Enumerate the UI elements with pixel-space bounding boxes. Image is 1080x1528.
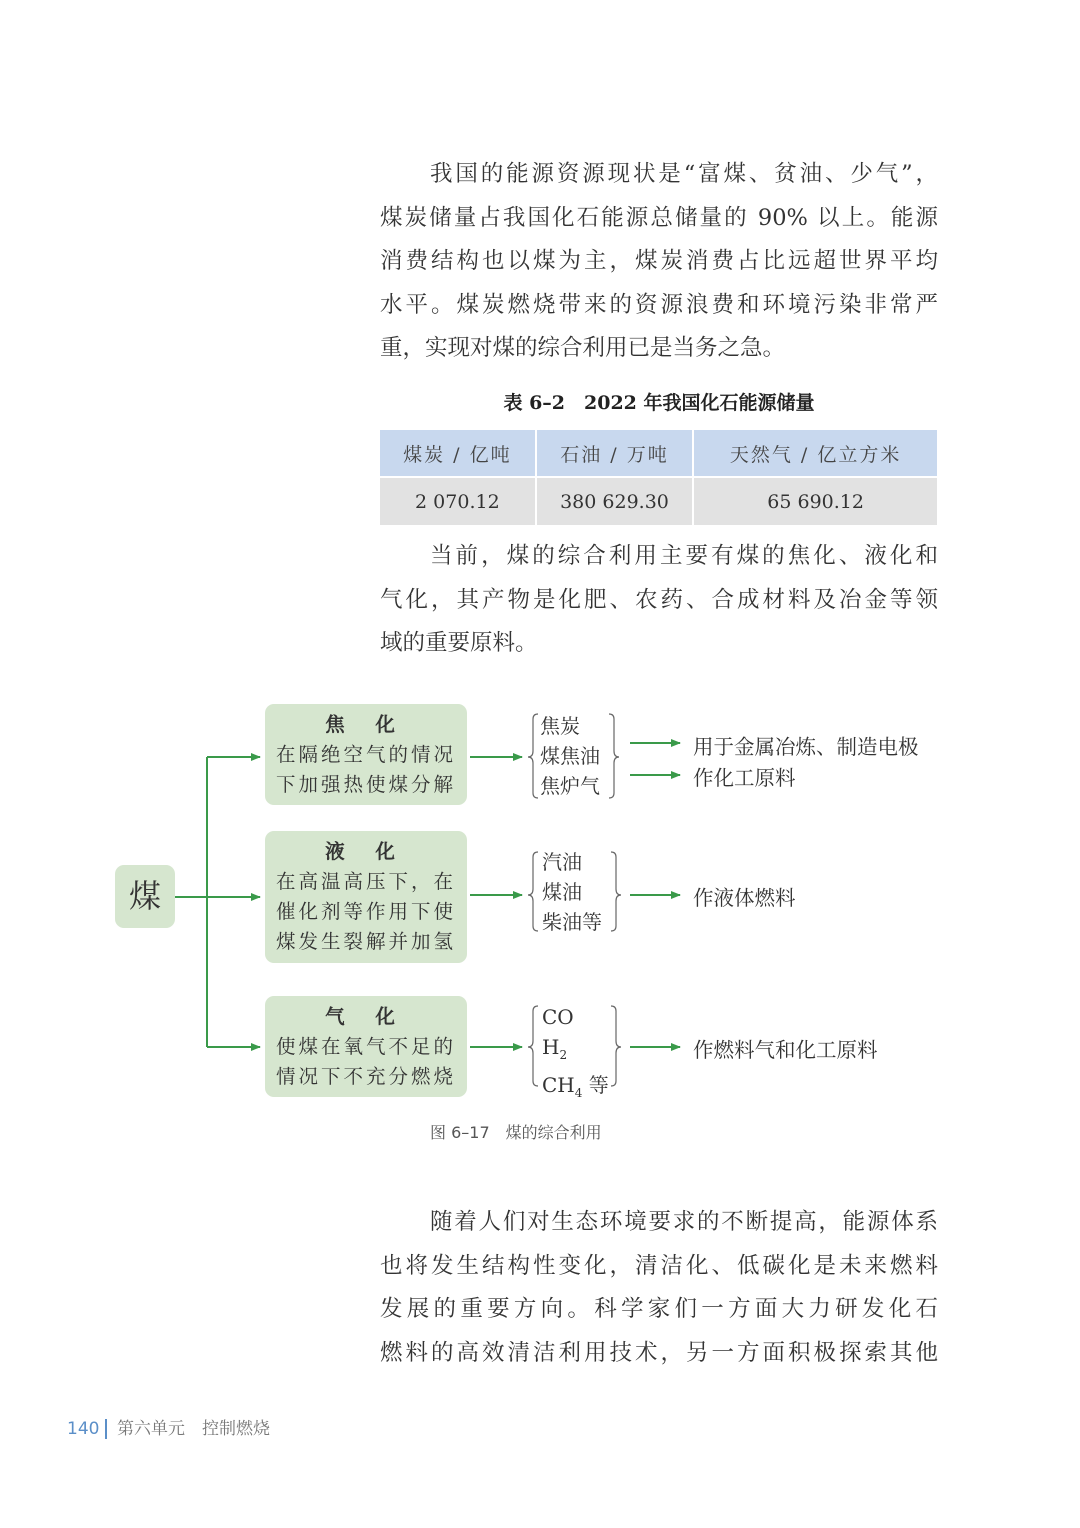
text-line: 发展的重要方向。科学家们一方面大力研发化石 [380,1296,938,1323]
unit-title: 第六单元 控制燃烧 [116,1419,270,1439]
use-label: 作液体燃料 [693,886,796,910]
coking-box [265,704,467,805]
gasification-box [265,996,467,1097]
liquefaction-title: 液 化 [325,840,407,863]
product: 柴油等 [542,910,602,934]
page-number: 140 [67,1419,100,1439]
figure-caption: 图 6–17 煤的综合利用 [430,1123,602,1142]
subscript: 4 [574,1086,583,1100]
product [542,1032,609,1070]
text-line: 水平。煤炭燃烧带来的资源浪费和环境污染非常严 [380,291,938,318]
page-footer [67,1414,270,1439]
text-line: 当前，煤的综合利用主要有煤的焦化、液化和 [430,543,938,569]
text-line: 燃料的高效清洁利用技术，另一方面积极探索其他 [380,1339,938,1366]
desc-line: 煤发生裂解并加氢 [275,930,456,953]
product: 煤焦油 [540,744,600,768]
table-caption: 表 6–2 2022 年我国化石能源储量 [503,392,815,414]
use-label: 用于金属冶炼、制造电极 [693,735,919,759]
right-brace [611,852,621,931]
right-brace [611,1006,621,1086]
text-line: 重，实现对煤的综合利用已是当务之急。 [380,335,786,362]
text-line: 气化，其产物是化肥、农药、合成材料及冶金等领 [380,586,938,613]
text-line: 域的重要原料。 [380,630,538,657]
product: 煤油 [542,880,582,904]
gasification-title: 气 化 [325,1005,407,1028]
header-oil: 石油 / 万吨 [536,430,694,477]
use-label: 作燃料气和化工原料 [693,1038,878,1062]
value-oil: 380 629.30 [536,477,694,525]
left-brace [528,1006,538,1086]
coking-title: 焦 化 [325,713,407,736]
product-h: H [542,1035,560,1059]
gasification-products [542,1002,609,1108]
header-gas: 天然气 / 亿立方米 [693,430,937,477]
liquefaction-products [542,847,602,937]
text-line: 也将发生结构性变化，清洁化、低碳化是未来燃料 [380,1252,938,1279]
product-etc: 等 [582,1073,609,1097]
desc-line: 在高温高压下，在 [275,870,456,893]
desc-line: 使煤在氧气不足的 [275,1035,456,1058]
product-ch: CH [542,1073,575,1097]
product [542,1070,609,1108]
coking-products [540,711,600,801]
liquefaction-box [265,831,467,963]
paragraph-future-energy [380,1201,938,1375]
product: 焦炉气 [540,774,600,798]
desc-line: 情况下不充分燃烧 [275,1065,456,1088]
product: 焦炭 [540,714,580,738]
subscript: 2 [559,1048,568,1062]
left-brace [528,714,538,798]
value-coal: 2 070.12 [380,477,536,525]
product: 汽油 [542,850,582,874]
left-brace [528,852,538,931]
text-line: 消费结构也以煤为主，煤炭消费占比远超世界平均 [380,248,938,275]
desc-line: 在隔绝空气的情况 [275,743,456,766]
header-coal: 煤炭 / 亿吨 [380,430,536,477]
value-gas: 65 690.12 [693,477,937,525]
desc-line: 催化剂等作用下使 [275,900,456,923]
coal-node: 煤 [115,865,175,928]
product: CO [542,1005,574,1029]
footer-divider [105,1419,107,1439]
text-line: 随着人们对生态环境要求的不断提高，能源体系 [430,1209,938,1235]
use-label: 作化工原料 [693,766,796,790]
desc-line: 下加强热使煤分解 [275,773,456,796]
right-brace [609,714,619,798]
text-line: 煤炭储量占我国化石能源总储量的 90% 以上。能源 [380,204,938,231]
text-line: 我国的能源资源现状是“富煤、贫油、少气”， [430,161,938,187]
